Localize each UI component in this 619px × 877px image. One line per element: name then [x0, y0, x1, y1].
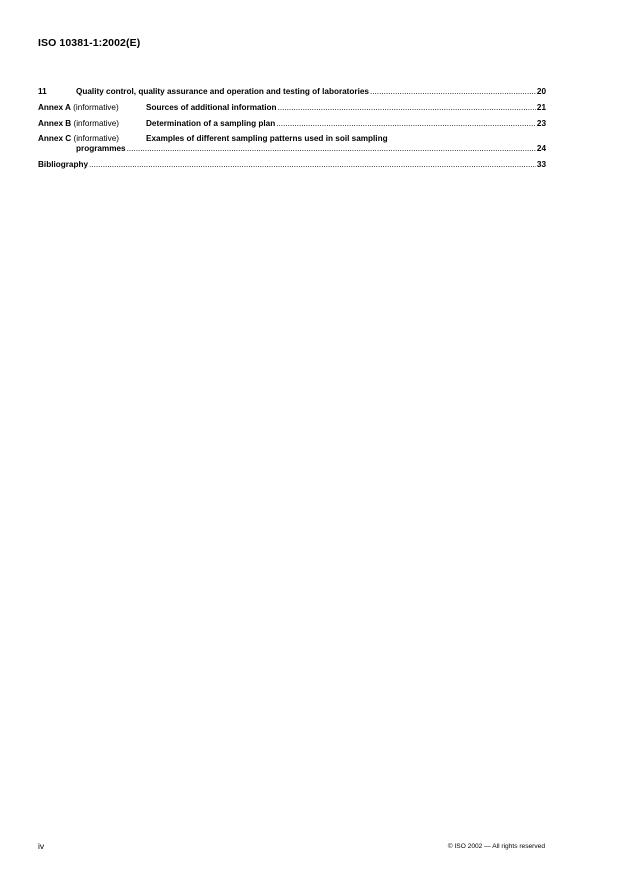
toc-entry-title-continuation: programmes — [76, 144, 126, 153]
toc-leader-dots — [89, 160, 536, 170]
toc-entry-bibliography[interactable] — [38, 160, 546, 170]
toc-entry-annex-prefix — [38, 119, 146, 129]
toc-entry-title: Quality control, quality assurance and operation and testing of laboratories — [76, 87, 369, 96]
toc-entry-annex-c[interactable] — [38, 134, 546, 144]
toc-entry-title: Determination of a sampling plan — [146, 119, 276, 128]
toc-entry-page: 23 — [536, 119, 546, 128]
toc-entry-annex-a[interactable] — [38, 103, 546, 113]
toc-entry-title: Sources of additional information — [146, 103, 277, 112]
toc-leader-dots — [370, 87, 536, 97]
toc-entry-annex-c-continuation[interactable] — [38, 144, 546, 154]
table-of-contents — [38, 87, 546, 170]
document-header: ISO 10381-1:2002(E) — [38, 37, 141, 49]
toc-entry-clause-11[interactable] — [38, 87, 546, 97]
toc-leader-dots — [276, 119, 536, 129]
toc-entry-title: Bibliography — [38, 160, 89, 169]
page-number: iv — [38, 841, 45, 851]
toc-entry-annex-prefix — [38, 134, 146, 144]
toc-leader-dots — [278, 103, 536, 113]
toc-entry-page: 24 — [536, 144, 546, 153]
toc-entry-page: 20 — [536, 87, 546, 96]
toc-annex-type: (informative) — [70, 103, 119, 112]
toc-entry-page: 33 — [536, 160, 546, 169]
toc-entry-number: 11 — [38, 87, 47, 96]
toc-annex-label: Annex A — [38, 103, 71, 112]
toc-annex-type: (informative) — [71, 119, 119, 128]
toc-entry-title: Examples of different sampling patterns used in soil sampling — [146, 134, 388, 143]
toc-entry-annex-prefix — [38, 103, 146, 113]
toc-leader-dots — [127, 144, 536, 154]
toc-annex-type: (informative) — [71, 134, 119, 143]
toc-annex-label: Annex B — [38, 119, 72, 128]
toc-entry-annex-b[interactable] — [38, 119, 546, 129]
copyright-notice: © ISO 2002 — All rights reserved — [447, 843, 545, 850]
toc-entry-page: 21 — [536, 103, 546, 112]
toc-annex-label: Annex C — [38, 134, 72, 143]
